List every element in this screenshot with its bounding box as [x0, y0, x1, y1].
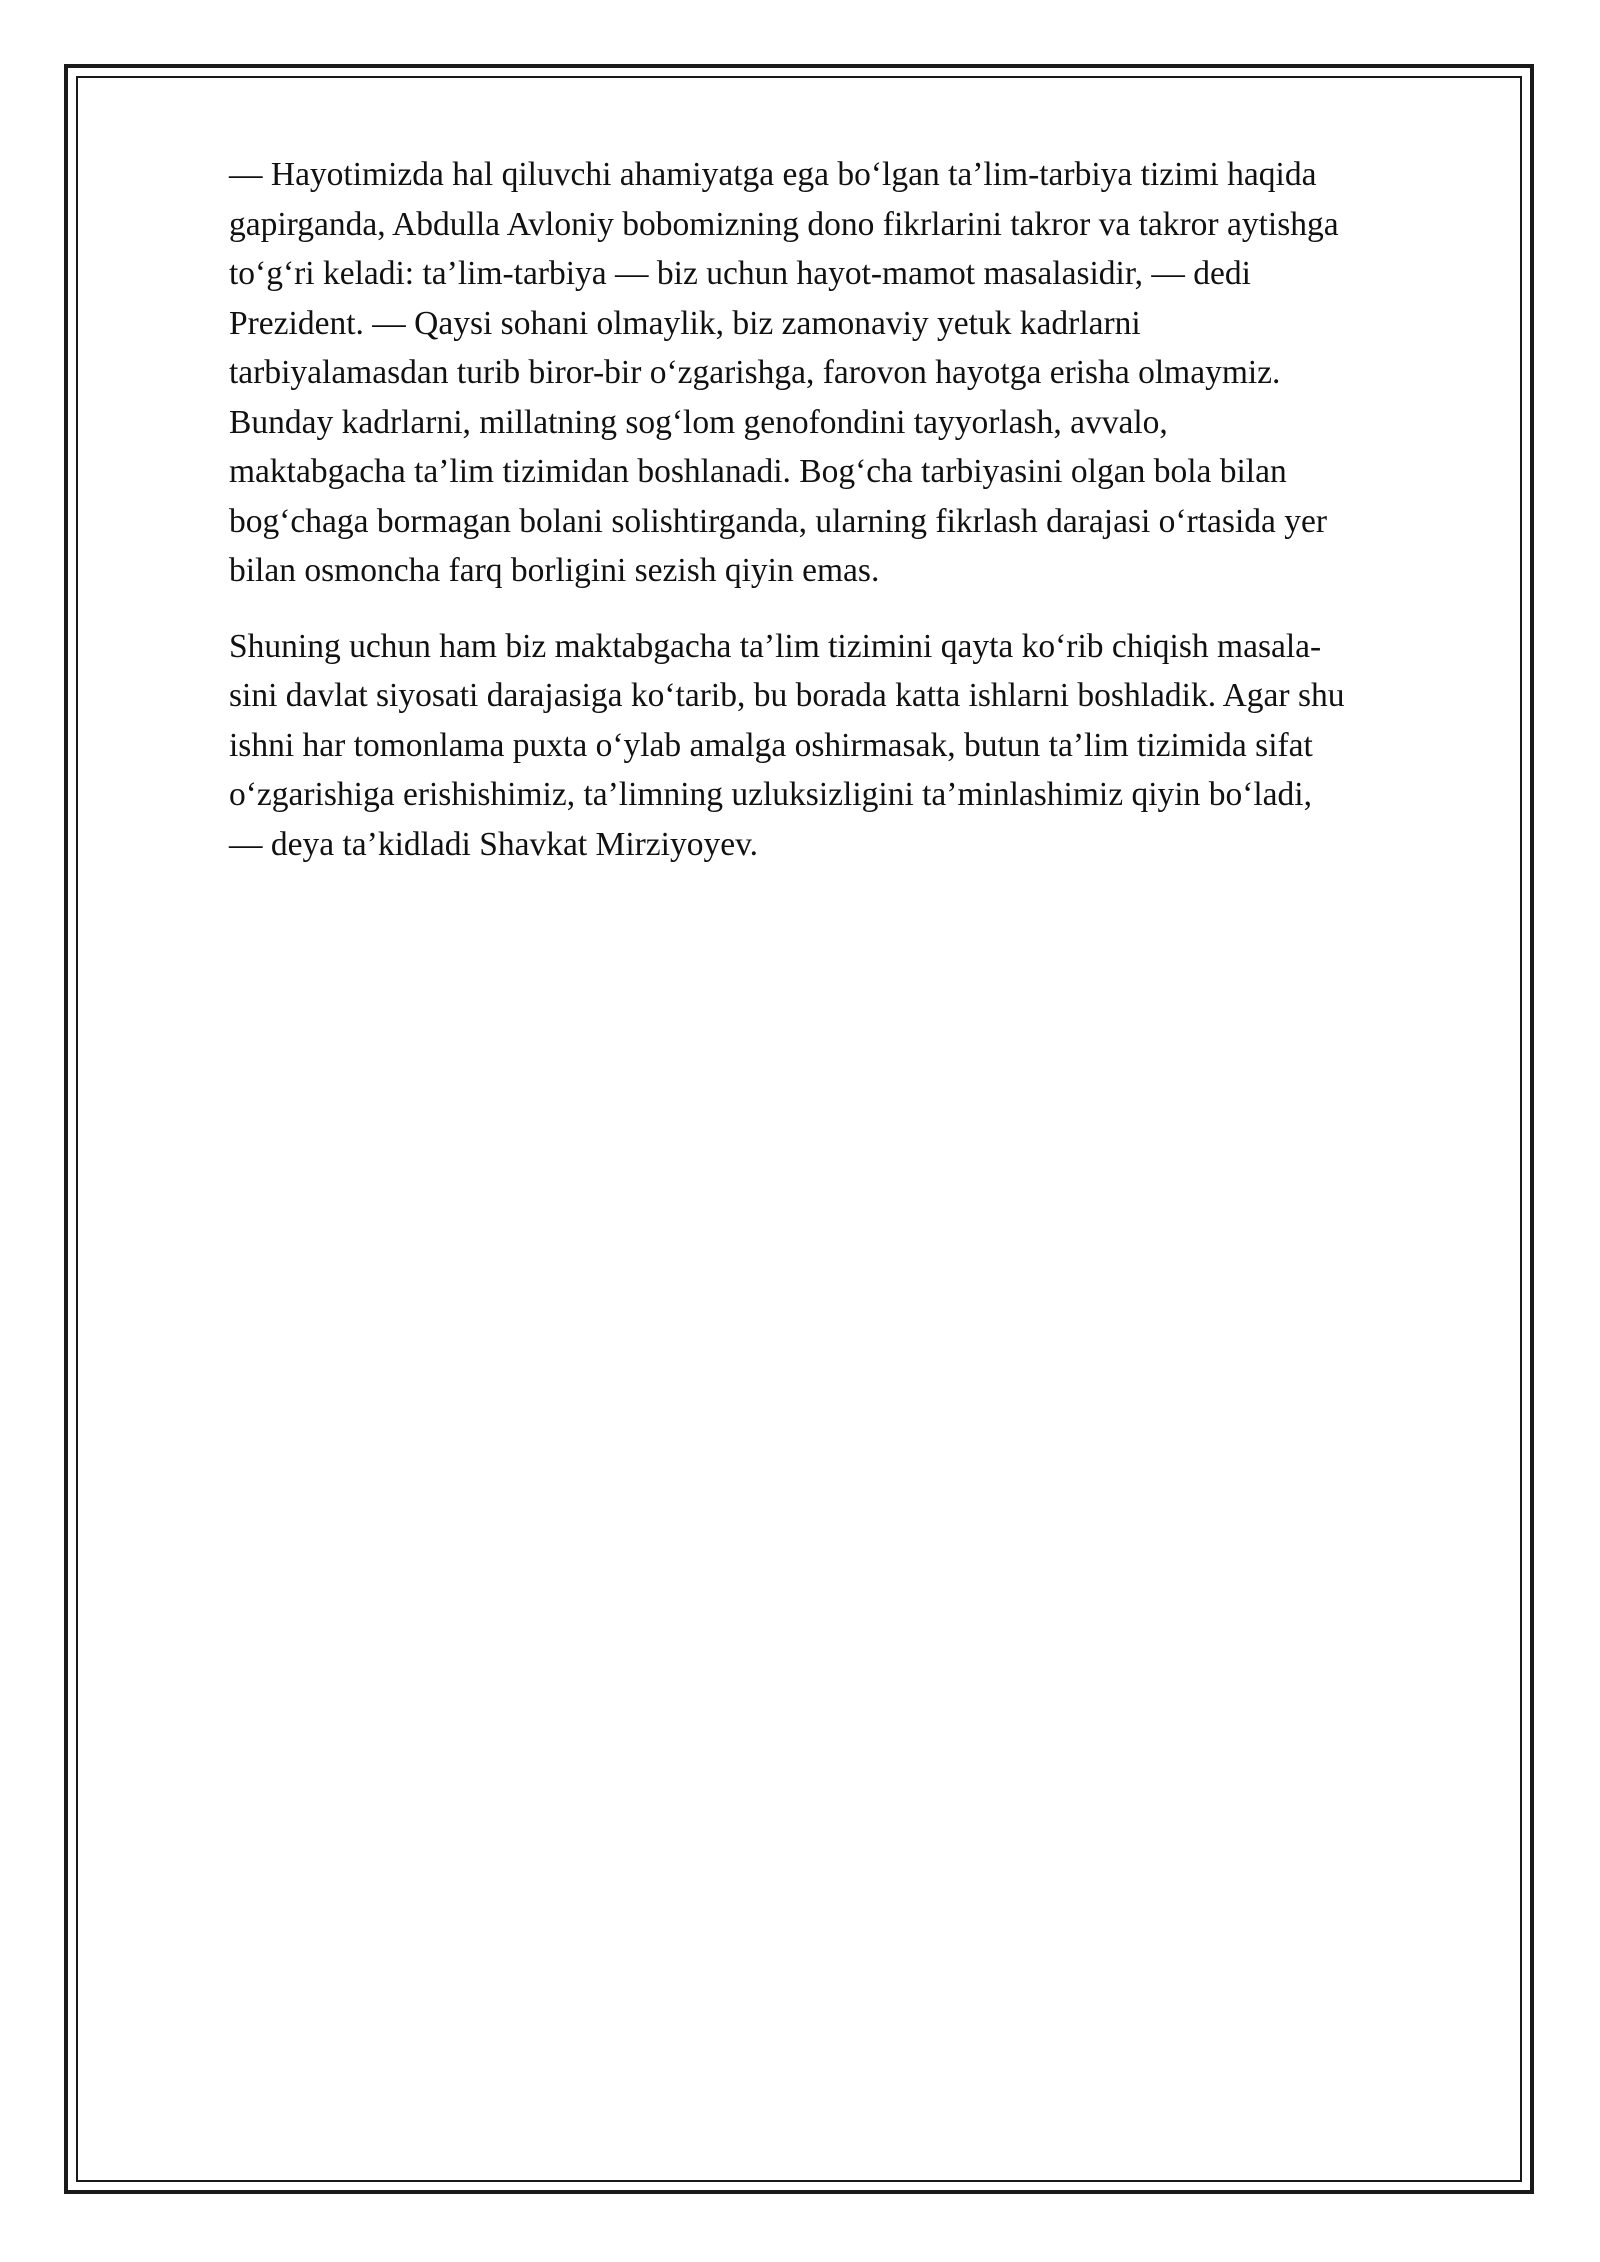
text-line: Bunday kadrlarni, millatning sog‘lom genofondini tayyorlash, avvalo,: [229, 403, 1168, 441]
text-line: maktabgacha ta’lim tizimidan boshlanadi. Bog‘cha tarbiyasini olgan bola bilan: [229, 453, 1287, 490]
text-line: sini davlat siyosati darajasiga ko‘tarib, bu borada katta ishlarni boshladik. Agar shu: [229, 677, 1345, 714]
text-line: Prezident. — Qaysi sohani olmaylik, biz zamonaviy yetuk kadrlarni: [229, 304, 1141, 342]
text-line: bilan osmoncha farq borligini sezish qiyin emas.: [229, 552, 880, 589]
document-body: [229, 150, 1499, 895]
text-line: gapirganda, Abdulla Avloniy bobomizning dono fikrlarini takror va takror aytishga: [229, 205, 1339, 243]
text-line: o‘zgarishiga erishishimiz, ta’limning uzluksizligini ta’minlashimiz qiyin bo‘ladi,: [229, 776, 1312, 813]
text-line: Shuning uchun ham biz maktabgacha ta’lim tizimini qayta ko‘rib chiqish masala-: [229, 627, 1322, 665]
paragraph-1: [229, 150, 1499, 596]
text-line: bog‘chaga bormagan bolani solishtirganda, ularning fikrlash darajasi o‘rtasida yer: [229, 502, 1328, 540]
text-line: to‘g‘ri keladi: ta’lim-tarbiya — biz uchun hayot-mamot masalasidir, — dedi: [229, 255, 1251, 292]
text-line: — Hayotimizda hal qiluvchi ahamiyatga ega bo‘lgan ta’lim-tarbiya tizimi haqida: [229, 156, 1317, 193]
text-line: tarbiyalamasdan turib biror-bir o‘zgarishga, farovon hayotga erisha olmaymiz.: [229, 354, 1281, 391]
paragraph-2: [229, 622, 1499, 870]
text-line: ishni har tomonlama puxta o‘ylab amalga oshirmasak, butun ta’lim tizimida sifat: [229, 726, 1313, 764]
text-line: — deya ta’kidladi Shavkat Mirziyoyev.: [229, 825, 759, 863]
